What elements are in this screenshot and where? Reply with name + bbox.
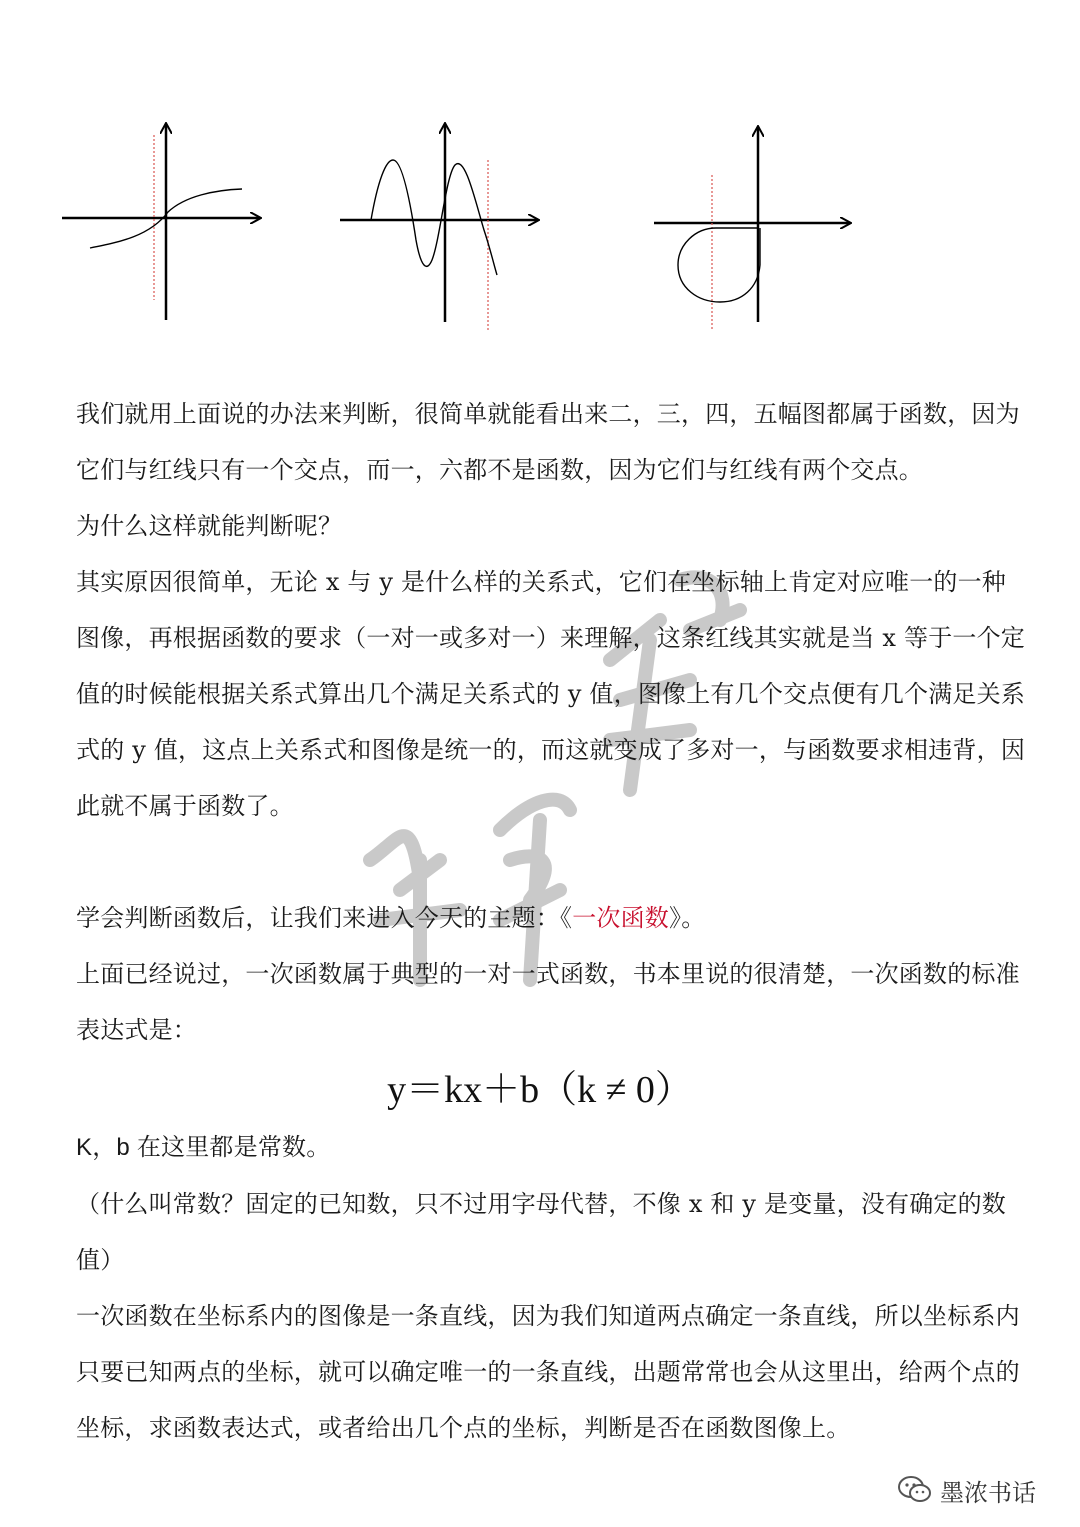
graphs-svg [0,0,1080,360]
topic-linear-function: 一次函数 [572,904,670,932]
graph-1 [62,124,260,320]
formula-linear-function: y＝kx＋b（k ≠ 0） [387,1069,693,1111]
paragraph-what-is-constant: （什么叫常数？固定的已知数，只不过用字母代替，不像 x 和 y 是变量，没有确定的数值） [76,1190,1007,1274]
graph-3-curve [678,228,760,302]
topic-intro-text: 学会判断函数后，让我们来进入今天的主题：《 [76,904,573,932]
paragraph-line-graph: 一次函数在坐标系内的图像是一条直线，因为我们知道两点确定一条直线，所以坐标系内只要已知两点的坐标，就可以确定唯一的一条直线，出题常常也会从这里出，给两个点的坐标，求函数表达式，或者给出几个点的坐标，判断是否在函数图像上。 [76,1302,1020,1442]
graph-3 [654,127,850,330]
graph-2 [340,124,538,332]
paragraph-standard-form-intro: 上面已经说过，一次函数属于典型的一对一式函数，书本里说的很清楚，一次函数的标准表达式是： [76,960,1020,1044]
paragraph-explanation: 其实原因很简单，无论 x 与 y 是什么样的关系式，它们在坐标轴上肯定对应唯一的一种图像，再根据函数的要求（一对一或多对一）来理解，这条红线其实就是当 x 等于一个定值的时候能根据关系式算出几个满足关系式的 y 值，图像上有几个交点便有几个满足关系式的 y 值，这点上关系式和图像是统一的，而这就变成了多对一，与函数要求相违背，因此就不属于函数了。 [76,568,1026,820]
footer-account-name: 墨浓书话 [940,1478,1036,1507]
paragraph-why-question: 为什么这样就能判断呢？ [76,512,343,540]
wechat-icon [898,1475,932,1505]
topic-intro-end: 》。 [669,904,706,932]
paragraph-judgement-result: 我们就用上面说的办法来判断，很简单就能看出来二，三，四，五幅图都属于函数，因为它们与红线只有一个交点，而一，六都不是函数，因为它们与红线有两个交点。 [76,400,1020,484]
footer-account-badge [898,1470,1036,1510]
paragraph-topic-intro [76,890,1026,946]
function-graphs [0,0,1080,360]
paragraph-constants: K，b 在这里都是常数。 [76,1134,331,1161]
graph-2-curve [371,160,497,275]
